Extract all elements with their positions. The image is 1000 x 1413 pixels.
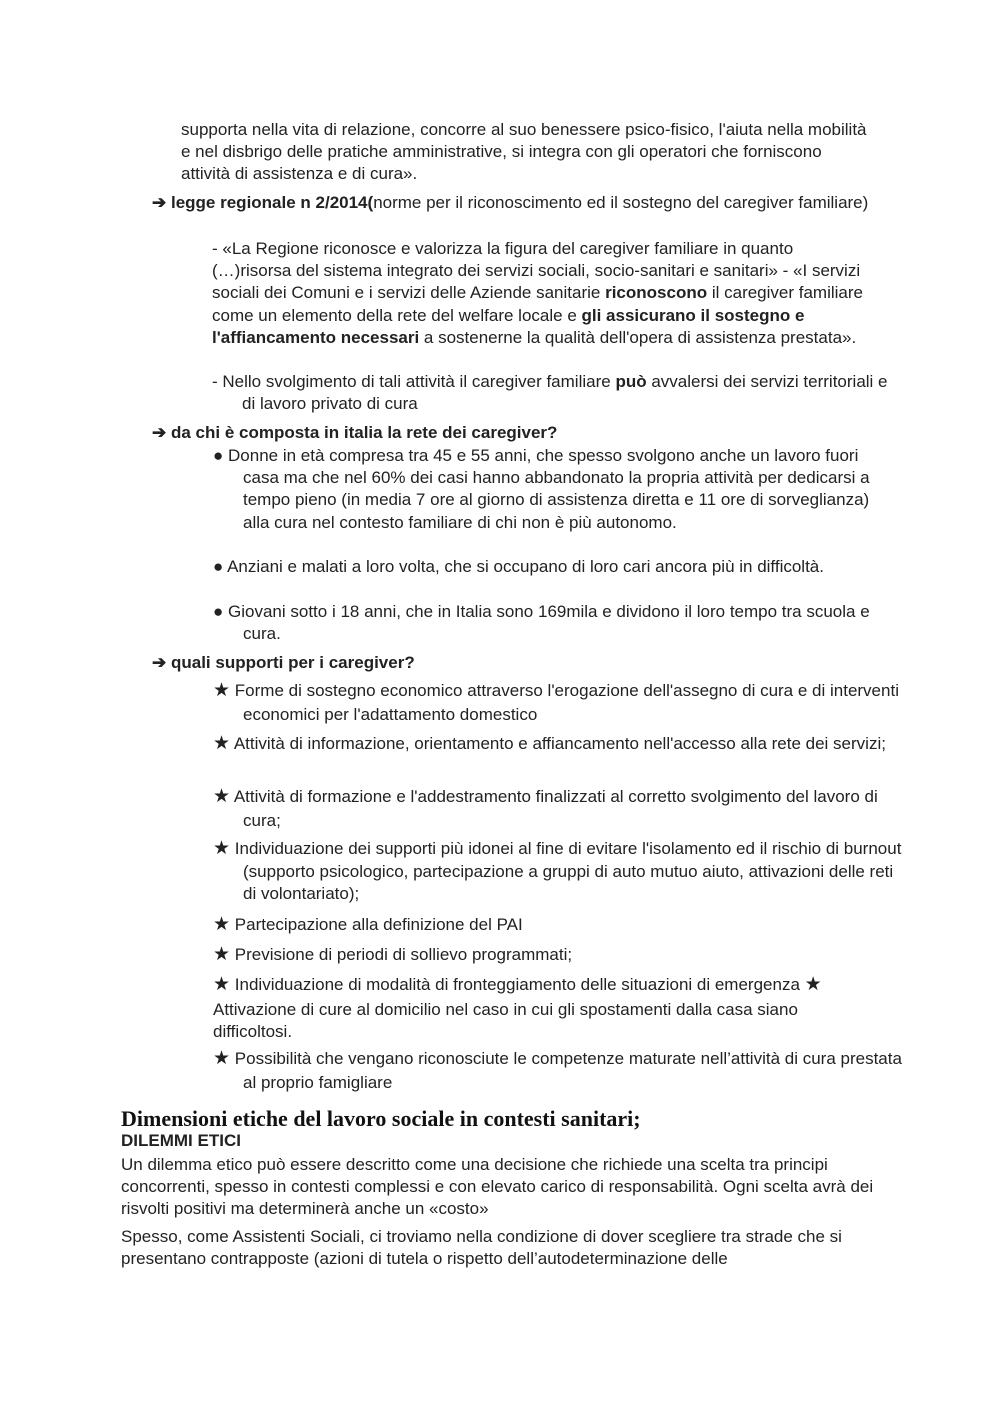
law-heading [152,192,872,214]
star-icon: ★ [213,786,231,807]
network-heading-text: da chi è composta in italia la rete dei caregiver? [170,423,558,442]
star-icon: ★ [213,914,231,935]
law-p1-text-e: a sostenerne la qualità dell'opera di assistenza prestata». [419,327,857,347]
law-p1-text-c: il caregiver familiare come un elemento della rete del welfare locale e [212,283,863,325]
intro-quote-paragraph: supporta nella vita di relazione, concorre al suo benessere psico-fisico, l'aiuta nella mobilità e nel disbrigo delle pratiche amministrative, si integra con gli operatori che forniscono attività di assistenza e di cura». [181,120,867,184]
network-item-text: Anziani e malati a loro volta, che si occupano di loro cari ancora più in difficoltà. [227,557,824,576]
star-icon: ★ [213,838,231,859]
supports-heading [152,652,872,674]
law-p2-bold-puo: può [615,372,647,391]
law-p2-text-c: avvalersi dei servizi territoriali e di lavoro privato di cura [242,372,888,414]
list-item [213,679,903,727]
network-item-text: Donne in età compresa tra 45 e 55 anni, che spesso svolgono anche un lavoro fuori casa ma che nel 60% dei casi hanno abbandonato la propria attività per dedicarsi a tempo pieno (in media 7 ore al giorno di assistenza diretta e 11 ore di sorveglianza) alla cura nel contesto familiare di chi non è più autonomo. [228,446,870,532]
list-item [213,1047,903,1095]
star-icon: ★ [213,1048,231,1069]
bullet-icon: ● [213,446,224,465]
support-item-text: Individuazione dei supporti più idonei al fine di evitare l'isolamento ed il rischio di burnout (supporto psicologico, partecipazione a gruppi di auto mutuo aiuto, attivazioni delle reti di volontariato); [234,839,902,903]
arrow-icon: ➔ [152,193,167,212]
star-icon: ★ [213,680,231,701]
list-item [213,913,873,937]
support-item-text: Individuazione di modalità di fronteggiamento delle situazioni di emergenza [234,975,800,994]
list-item [213,732,903,756]
support-item-text: Attività di informazione, orientamento e affiancamento nell'accesso alla rete dei servizi; [233,734,886,753]
list-item [213,556,873,578]
list-item [213,445,873,534]
law-p1-bold-assicurano: gli assicurano il sostegno e l'affiancamento necessari [212,305,805,347]
supports-heading-text: quali supporti per i caregiver? [170,653,415,672]
law-p1-text-a: - «La Regione riconosce e valorizza la figura del caregiver familiare in quanto (…)risorsa del sistema integrato dei servizi sociali, socio-sanitari e sanitari» - «I servizi sociali dei Comuni e i servizi delle Aziende sanitarie [212,239,861,303]
section-subtitle: DILEMMI ETICI [121,1131,241,1150]
bullet-icon: ● [213,557,224,576]
star-icon: ★ [213,733,231,754]
law-p1-bold-riconoscono: riconoscono [605,283,708,303]
support-item-text: Attività di formazione e l'addestramento finalizzati al corretto svolgimento del lavoro di cura; [233,787,878,830]
law-heading-rest: norme per il riconoscimento ed il sostegno del caregiver familiare) [373,193,869,212]
support-item-text: Attivazione di cure al domicilio nel caso in cui gli spostamenti dalla casa siano difficoltosi. [213,1000,798,1042]
list-item [213,943,873,967]
network-item-text: Giovani sotto i 18 anni, che in Italia sono 169mila e dividono il loro tempo tra scuola e cura. [228,602,870,644]
section-paragraph-2: Spesso, come Assistenti Sociali, ci troviamo nella condizione di dover scegliere tra strade che si presentano contrapposte (azioni di tutela o rispetto dell’autodeterminazione delle [121,1227,842,1269]
section-title: Dimensioni etiche del lavoro sociale in contesti sanitari; [121,1106,641,1131]
star-icon: ★ [804,974,822,995]
law-heading-bold: legge regionale n 2/2014( [170,193,374,212]
star-icon: ★ [213,974,231,995]
support-item-text: Forme di sostegno economico attraverso l'erogazione dell'assegno di cura e di interventi economici per l'adattamento domestico [234,681,899,724]
law-p2-text-a: - Nello svolgimento di tali attività il caregiver familiare [212,372,616,391]
support-item-text: Previsione di periodi di sollievo programmati; [234,945,573,964]
support-item-text: Partecipazione alla definizione del PAI [234,915,523,934]
section-paragraph-1: Un dilemma etico può essere descritto come una decisione che richiede una scelta tra principi concorrenti, spesso in contesti complessi e con elevato carico di responsabilità. Ogni scelta avrà dei risvolti positivi ma determinerà anche un «costo» [121,1155,874,1219]
list-item [213,785,903,833]
law-paragraph-2 [212,371,902,415]
network-heading [152,422,872,444]
arrow-icon: ➔ [152,653,167,672]
law-paragraph-1 [212,238,872,349]
list-item [213,838,908,906]
support-item-text: Possibilità che vengano riconosciute le competenze maturate nell’attività di cura prestata al proprio famigliare [234,1049,902,1092]
bullet-icon: ● [213,602,224,621]
arrow-icon: ➔ [152,423,167,442]
star-icon: ★ [213,944,231,965]
list-item [213,601,873,645]
list-item [213,973,883,997]
list-item [213,999,873,1043]
